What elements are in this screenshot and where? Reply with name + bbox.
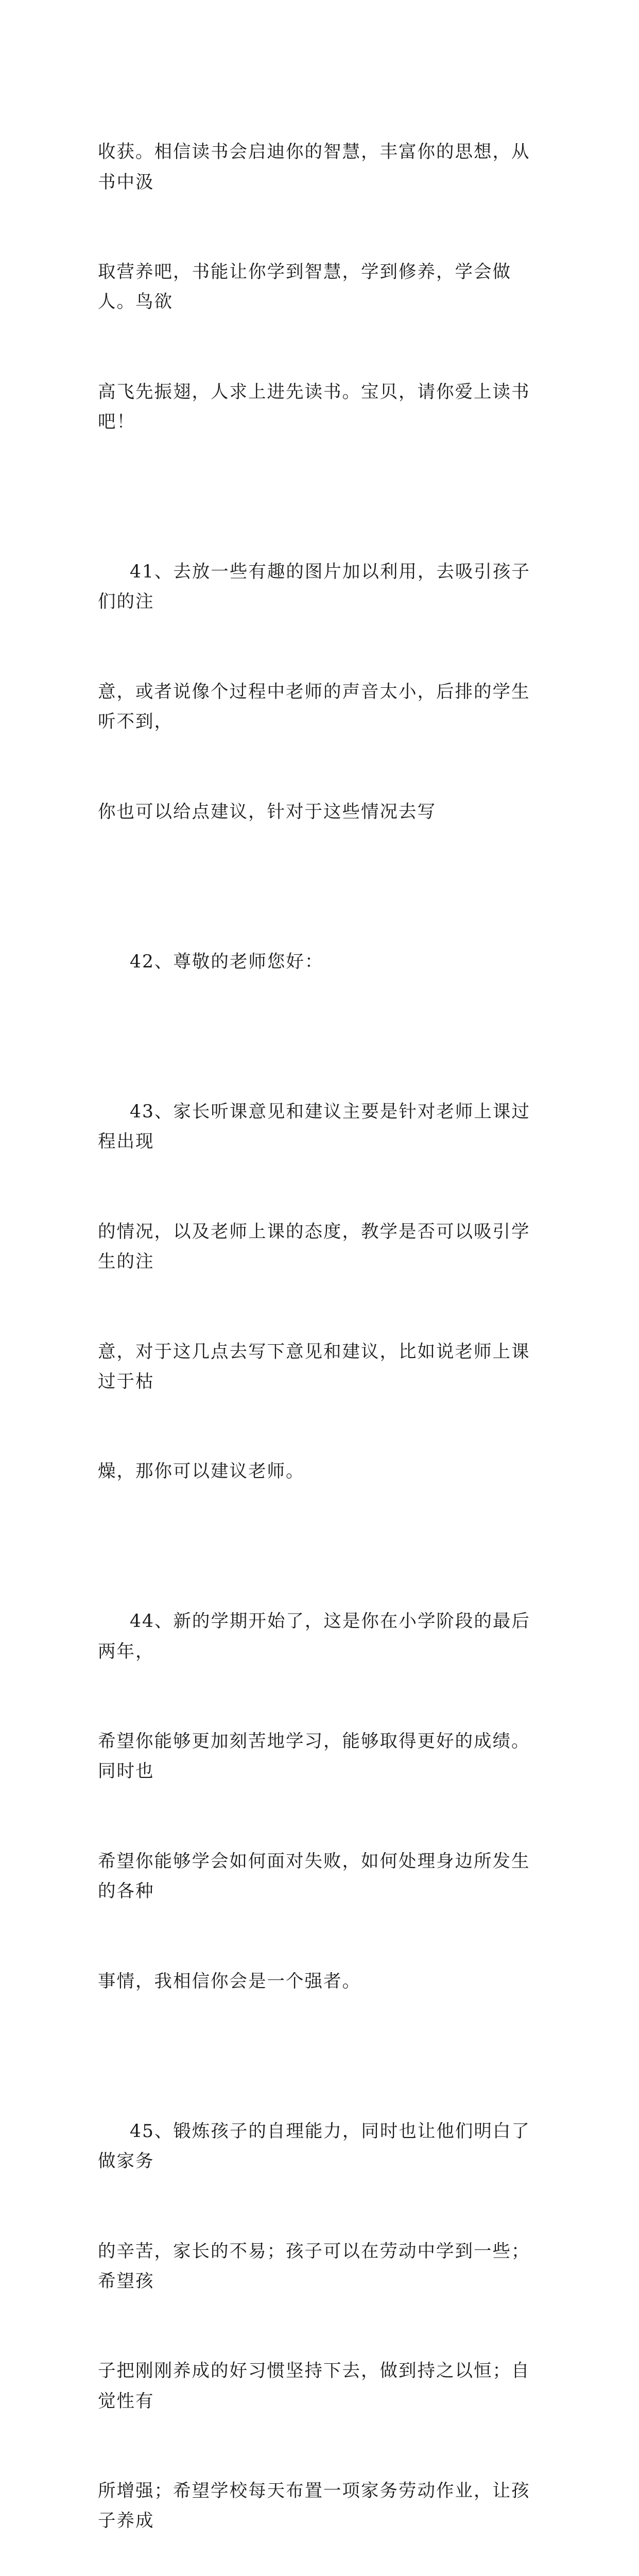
text-line: 燥，那你可以建议老师。: [98, 1461, 305, 1482]
text-line: 44、新的学期开始了，这是你在小学阶段的最后两年，: [98, 1611, 530, 1662]
text-line: 希望你能够更加刻苦地学习，能够取得更好的成绩。同时也: [98, 1731, 530, 1782]
text-line: 取营养吧，书能让你学到智慧，学到修养，学会做人。鸟欲: [98, 262, 511, 313]
text-line: 的辛苦，家长的不易；孩子可以在劳动中学到一些；希望孩: [98, 2241, 530, 2292]
paragraph-item-44: [98, 1547, 546, 2056]
text-line: 意，对于这几点去写下意见和建议，比如说老师上课过于枯: [98, 1341, 530, 1392]
text-line: 41、去放一些有趣的图片加以利用，去吸引孩子们的注: [98, 562, 530, 613]
paragraph-reading-conclusion: [98, 77, 546, 497]
text-line: 所增强；希望学校每天布置一项家务劳动作业，让孩子养成: [98, 2481, 530, 2532]
text-line: 43、家长听课意见和建议主要是针对老师上课过程出现: [98, 1101, 530, 1153]
text-line: 希望你能够学会如何面对失败，如何处理身边所发生的各种: [98, 1851, 530, 1902]
paragraph-item-42: [98, 887, 546, 1037]
paragraph-item-45: [98, 2056, 546, 2576]
text-line: 42、尊敬的老师您好：: [130, 951, 324, 972]
text-line: 45、锻炼孩子的自理能力，同时也让他们明白了做家务: [98, 2121, 530, 2172]
text-line: 高飞先振翅，人求上进先读书。宝贝，请你爱上读书吧！: [98, 382, 530, 433]
text-line: 的情况，以及老师上课的态度，教学是否可以吸引学生的注: [98, 1221, 530, 1272]
document-body: [98, 77, 546, 2576]
text-line: 意，或者说像个过程中老师的声音太小，后排的学生听不到，: [98, 682, 530, 733]
paragraph-item-43: [98, 1037, 546, 1547]
text-line: 你也可以给点建议，针对于这些情况去写: [98, 801, 436, 822]
text-line: 收获。相信读书会启迪你的智慧，丰富你的思想，从书中汲: [98, 142, 530, 193]
text-line: 事情，我相信你会是一个强者。: [98, 1971, 361, 1992]
text-line: 子把刚刚养成的好习惯坚持下去，做到持之以恒；自觉性有: [98, 2361, 530, 2412]
paragraph-item-41: [98, 497, 546, 887]
